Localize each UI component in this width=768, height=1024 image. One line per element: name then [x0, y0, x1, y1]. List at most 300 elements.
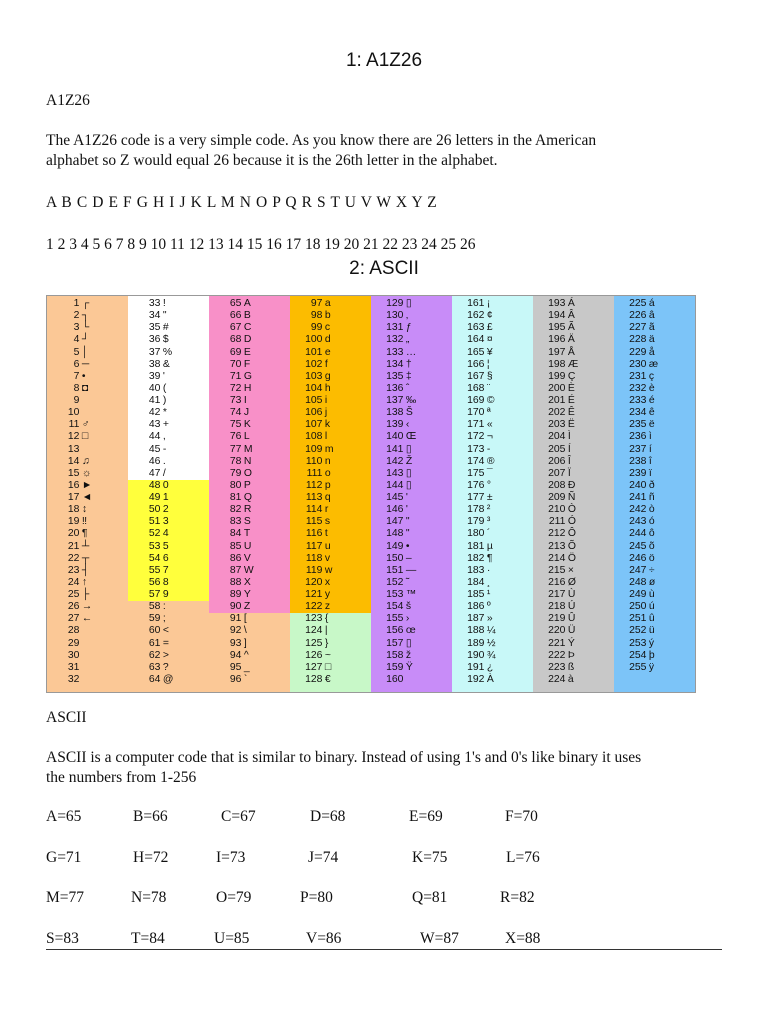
- ascii-table: [46, 295, 696, 693]
- ascii-cell: [614, 492, 695, 504]
- ascii-char: ³: [486, 516, 491, 528]
- ascii-code: 74: [229, 407, 242, 419]
- ascii-code: 157: [386, 637, 404, 649]
- ascii-code: 20: [67, 528, 80, 540]
- ascii-cell: [614, 359, 695, 371]
- ascii-code: 109: [305, 443, 323, 455]
- ascii-cell: [452, 613, 533, 625]
- ascii-cell: [128, 516, 209, 528]
- ascii-cell: [290, 359, 371, 371]
- ascii-cell: [533, 650, 614, 662]
- ascii-cell: [209, 359, 290, 371]
- ascii-code: 229: [629, 346, 647, 358]
- ascii-cell: [128, 444, 209, 456]
- ascii-cell: [533, 565, 614, 577]
- ascii-code: 115: [305, 516, 323, 528]
- ascii-cell: [128, 553, 209, 565]
- ascii-char: +: [162, 419, 169, 431]
- ascii-char: ▯: [405, 298, 412, 309]
- ascii-code: 66: [229, 310, 242, 322]
- ascii-cell: [533, 383, 614, 395]
- ascii-char: 9: [162, 589, 169, 600]
- ascii-code: 34: [148, 310, 161, 322]
- ascii-cell: [47, 395, 128, 407]
- ascii-code: 67: [229, 322, 242, 334]
- ascii-code: 127: [305, 661, 323, 673]
- ascii-cell: [533, 577, 614, 589]
- ascii-cell: [47, 310, 128, 322]
- ascii-cell: [47, 298, 128, 310]
- ascii-code: 160: [386, 673, 404, 685]
- ascii-char: ¬: [486, 431, 493, 443]
- ascii-code: 242: [629, 504, 647, 516]
- ascii-char: ž: [405, 649, 412, 661]
- ascii-cell: [128, 650, 209, 662]
- pair-u: U=85: [214, 930, 250, 947]
- ascii-column: [290, 296, 371, 692]
- ascii-code: 133: [386, 346, 404, 358]
- ascii-char: E: [243, 346, 251, 358]
- ascii-char: ▯: [405, 467, 412, 479]
- ascii-cell: [47, 674, 128, 686]
- ascii-cell: [290, 565, 371, 577]
- ascii-code: 37: [148, 346, 161, 358]
- ascii-cell: [452, 347, 533, 359]
- ascii-char: h: [324, 382, 331, 394]
- ascii-code: 89: [229, 589, 242, 600]
- ascii-cell: [452, 310, 533, 322]
- ascii-cell: [209, 468, 290, 480]
- ascii-char: w: [324, 564, 333, 576]
- ascii-code: 48: [148, 479, 161, 491]
- ascii-char: ┐: [81, 310, 90, 322]
- ascii-code: 5: [73, 346, 80, 358]
- ascii-char: v: [324, 552, 331, 564]
- ascii-cell: [290, 516, 371, 528]
- ascii-cell: [290, 322, 371, 334]
- ascii-char: o: [324, 467, 331, 479]
- ascii-char: M: [243, 443, 253, 455]
- ascii-cell: [452, 298, 533, 310]
- ascii-char: ': [405, 492, 408, 503]
- ascii-char: ♂: [81, 419, 90, 431]
- ascii-cell: [209, 371, 290, 383]
- ascii-column: [614, 296, 695, 692]
- ascii-cell: [371, 456, 452, 468]
- pair-t: T=84: [131, 930, 165, 947]
- ascii-char: □: [324, 661, 332, 673]
- ascii-cell: [614, 383, 695, 395]
- pair-b: B=66: [133, 808, 168, 825]
- ascii-char: ↑: [81, 576, 88, 588]
- ascii-cell: [452, 480, 533, 492]
- ascii-char: ‚: [405, 310, 409, 322]
- ascii-char: ±: [486, 492, 493, 503]
- ascii-code: 241: [629, 492, 647, 503]
- ascii-char: q: [324, 492, 331, 503]
- ascii-cell: [533, 310, 614, 322]
- ascii-code: 4: [73, 334, 80, 346]
- ascii-code: 50: [148, 504, 161, 516]
- ascii-code: 252: [629, 625, 647, 637]
- ascii-char: Î: [567, 455, 571, 467]
- ascii-cell: [209, 553, 290, 565]
- ascii-char: Ñ: [567, 492, 576, 503]
- ascii-code: 156: [386, 625, 404, 637]
- ascii-cell: [452, 577, 533, 589]
- ascii-cell: [371, 419, 452, 431]
- ascii-char: º: [486, 601, 491, 613]
- ascii-char: 8: [162, 576, 169, 588]
- ascii-cell: [452, 589, 533, 601]
- ascii-char: ┘: [81, 334, 90, 346]
- ascii-cell: [209, 528, 290, 540]
- ascii-cell: [452, 383, 533, 395]
- ascii-code: 87: [229, 564, 242, 576]
- ascii-cell: [47, 613, 128, 625]
- ascii-cell: [290, 431, 371, 443]
- ascii-char: ◘: [81, 382, 89, 394]
- ascii-code: 244: [629, 528, 647, 540]
- section1-paragraph-line2: alphabet so Z would equal 26 because it is the 26th letter in the alphabet.: [46, 152, 498, 169]
- ascii-cell: [452, 468, 533, 480]
- ascii-char: ©: [486, 395, 495, 406]
- ascii-char: Y: [243, 589, 251, 600]
- ascii-char: á: [648, 298, 655, 309]
- ascii-code: 233: [629, 395, 647, 406]
- ascii-cell: [209, 444, 290, 456]
- ascii-code: 166: [467, 358, 485, 370]
- ascii-char: .: [162, 455, 166, 467]
- ascii-cell: [533, 504, 614, 516]
- ascii-cell: [614, 468, 695, 480]
- ascii-cell: [452, 419, 533, 431]
- ascii-code: 130: [386, 310, 404, 322]
- ascii-char: ': [405, 504, 408, 516]
- ascii-char: n: [324, 455, 331, 467]
- ascii-cell: [47, 383, 128, 395]
- ascii-cell: [614, 613, 695, 625]
- ascii-code: 69: [229, 346, 242, 358]
- ascii-code: 26: [67, 601, 80, 613]
- ascii-cell: [614, 638, 695, 650]
- ascii-char: ½: [486, 637, 496, 649]
- ascii-cell: [614, 589, 695, 601]
- ascii-cell: [452, 492, 533, 504]
- ascii-cell: [290, 541, 371, 553]
- ascii-char: ¥: [486, 346, 493, 358]
- ascii-cell: [533, 541, 614, 553]
- ascii-code: 51: [148, 516, 161, 528]
- ascii-cell: [614, 504, 695, 516]
- ascii-char: k: [324, 419, 331, 431]
- ascii-cell: [533, 347, 614, 359]
- ascii-char: &: [162, 358, 170, 370]
- ascii-char: ▯: [405, 637, 412, 649]
- ascii-code: 56: [148, 576, 161, 588]
- ascii-code: 64: [148, 673, 161, 685]
- ascii-char: Ó: [567, 516, 576, 528]
- ascii-char: K: [243, 419, 251, 431]
- ascii-char: ë: [648, 419, 655, 431]
- ascii-char: Ø: [567, 576, 576, 588]
- ascii-code: 110: [305, 455, 323, 467]
- ascii-code: 232: [629, 382, 647, 394]
- ascii-code: 194: [548, 310, 566, 322]
- ascii-code: 249: [629, 589, 647, 600]
- ascii-code: 202: [548, 407, 566, 419]
- ascii-code: 196: [548, 334, 566, 346]
- ascii-code: 43: [148, 419, 161, 431]
- ascii-cell: [371, 298, 452, 310]
- ascii-char: ô: [648, 528, 655, 540]
- section1-subheading: A1Z26: [46, 92, 90, 109]
- ascii-code: 77: [229, 443, 242, 455]
- ascii-code: 131: [386, 322, 404, 334]
- ascii-char: G: [243, 370, 252, 382]
- ascii-char: ‼: [81, 516, 88, 528]
- ascii-code: 149: [386, 540, 404, 552]
- ascii-code: 189: [467, 637, 485, 649]
- ascii-char: š: [405, 601, 412, 613]
- ascii-cell: [128, 625, 209, 637]
- ascii-code: 247: [629, 564, 647, 576]
- ascii-cell: [128, 359, 209, 371]
- ascii-char: Ù: [567, 589, 576, 600]
- ascii-char: ¯: [486, 467, 493, 479]
- ascii-char: Æ: [567, 358, 579, 370]
- ascii-code: 75: [229, 419, 242, 431]
- ascii-cell: [371, 480, 452, 492]
- ascii-code: 57: [148, 589, 161, 600]
- ascii-char: °: [486, 479, 491, 491]
- ascii-char: È: [567, 382, 575, 394]
- ascii-cell: [371, 577, 452, 589]
- ascii-code: 121: [305, 589, 323, 600]
- ascii-cell: [209, 674, 290, 686]
- ascii-char: ♫: [81, 455, 90, 467]
- ascii-char: ¸: [486, 576, 491, 588]
- ascii-char: ®: [486, 455, 495, 467]
- ascii-cell: [209, 565, 290, 577]
- ascii-column: [209, 296, 290, 692]
- ascii-code: 117: [305, 540, 323, 552]
- ascii-code: 38: [148, 358, 161, 370]
- ascii-char: N: [243, 455, 252, 467]
- ascii-cell: [452, 638, 533, 650]
- ascii-char: ×: [567, 564, 574, 576]
- ascii-cell: [452, 650, 533, 662]
- ascii-char: ù: [648, 589, 655, 600]
- ascii-cell: [533, 359, 614, 371]
- pair-e: E=69: [409, 808, 443, 825]
- ascii-code: 137: [386, 395, 404, 406]
- ascii-code: 225: [629, 298, 647, 309]
- ascii-cell: [452, 407, 533, 419]
- ascii-char: =: [162, 637, 169, 649]
- ascii-cell: [209, 431, 290, 443]
- ascii-char: -: [486, 443, 491, 455]
- ascii-char: É: [567, 395, 575, 406]
- ascii-code: 138: [386, 407, 404, 419]
- ascii-cell: [371, 492, 452, 504]
- ascii-code: 79: [229, 467, 242, 479]
- ascii-char: *: [162, 407, 167, 419]
- ascii-code: 210: [548, 504, 566, 516]
- ascii-cell: [614, 298, 695, 310]
- ascii-cell: [47, 456, 128, 468]
- ascii-cell: [47, 371, 128, 383]
- ascii-char: 4: [162, 528, 169, 540]
- ascii-char: ¹: [486, 589, 491, 600]
- ascii-cell: [128, 674, 209, 686]
- ascii-code: 200: [548, 382, 566, 394]
- ascii-code: 82: [229, 504, 242, 516]
- ascii-cell: [614, 334, 695, 346]
- ascii-cell: [371, 565, 452, 577]
- ascii-cell: [371, 359, 452, 371]
- ascii-cell: [533, 492, 614, 504]
- ascii-char: f: [324, 358, 328, 370]
- ascii-cell: [533, 456, 614, 468]
- pair-d: D=68: [310, 808, 346, 825]
- ascii-code: 132: [386, 334, 404, 346]
- ascii-cell: [128, 334, 209, 346]
- ascii-code: 235: [629, 419, 647, 431]
- ascii-code: 60: [148, 625, 161, 637]
- ascii-cell: [614, 480, 695, 492]
- ascii-char: t: [324, 528, 328, 540]
- ascii-cell: [452, 359, 533, 371]
- ascii-cell: [614, 662, 695, 674]
- ascii-char: ]: [243, 637, 247, 649]
- ascii-code: 139: [386, 419, 404, 431]
- ascii-code: 94: [229, 649, 242, 661]
- ascii-code: 214: [548, 552, 566, 564]
- ascii-cell: [371, 395, 452, 407]
- ascii-code: 224: [548, 673, 566, 685]
- ascii-cell: [452, 528, 533, 540]
- ascii-char: ;: [162, 613, 166, 625]
- ascii-char: ↕: [81, 504, 88, 516]
- ascii-code: 206: [548, 455, 566, 467]
- ascii-cell: [533, 516, 614, 528]
- ascii-char: ·: [486, 564, 491, 576]
- ascii-cell: [371, 601, 452, 613]
- pair-h: H=72: [133, 849, 169, 866]
- ascii-code: 114: [305, 504, 323, 516]
- ascii-cell: [371, 662, 452, 674]
- ascii-cell: [209, 601, 290, 613]
- ascii-char: ┌: [81, 298, 90, 309]
- ascii-char: ò: [648, 504, 655, 516]
- ascii-cell: [290, 613, 371, 625]
- ascii-code: 39: [148, 370, 161, 382]
- ascii-column: [128, 296, 209, 692]
- ascii-code: 73: [229, 395, 242, 406]
- ascii-char: Ê: [567, 407, 575, 419]
- section2-subheading: ASCII: [46, 709, 87, 726]
- ascii-char: ý: [648, 637, 655, 649]
- ascii-cell: [614, 444, 695, 456]
- ascii-char: a: [324, 298, 331, 309]
- ascii-char: ¿: [486, 661, 494, 673]
- ascii-code: 72: [229, 382, 242, 394]
- ascii-code: 169: [467, 395, 485, 406]
- ascii-char: ¨: [486, 382, 491, 394]
- ascii-code: 91: [229, 613, 242, 625]
- ascii-char: ê: [648, 407, 655, 419]
- ascii-code: 253: [629, 637, 647, 649]
- ascii-code: 173: [467, 443, 485, 455]
- ascii-cell: [128, 492, 209, 504]
- ascii-cell: [47, 480, 128, 492]
- ascii-code: 143: [386, 467, 404, 479]
- ascii-char: ¤: [486, 334, 493, 346]
- ascii-code: 55: [148, 564, 161, 576]
- ascii-char: õ: [648, 540, 655, 552]
- ascii-code: 25: [67, 589, 80, 600]
- ascii-char: ‹: [405, 419, 410, 431]
- ascii-code: 243: [629, 516, 647, 528]
- ascii-char: @: [162, 673, 174, 685]
- pair-j: J=74: [308, 849, 339, 866]
- ascii-char: >: [162, 649, 169, 661]
- ascii-char: -: [162, 443, 167, 455]
- ascii-code: 12: [67, 431, 80, 443]
- ascii-code: 27: [67, 613, 80, 625]
- ascii-code: 8: [73, 382, 80, 394]
- ascii-code: 103: [305, 370, 323, 382]
- ascii-cell: [371, 589, 452, 601]
- section1-paragraph-line1: The A1Z26 code is a very simple code. As you know there are 26 letters in the American: [46, 132, 597, 149]
- ascii-cell: [452, 371, 533, 383]
- ascii-cell: [47, 589, 128, 601]
- ascii-code: 97: [310, 298, 323, 309]
- ascii-code: 220: [548, 625, 566, 637]
- ascii-cell: [290, 395, 371, 407]
- ascii-cell: [47, 359, 128, 371]
- ascii-char: z: [324, 601, 331, 613]
- ascii-char: [: [243, 613, 247, 625]
- ascii-char: •: [405, 540, 410, 552]
- ascii-code: 238: [629, 455, 647, 467]
- ascii-char: Ü: [567, 625, 576, 637]
- ascii-code: 96: [229, 673, 242, 685]
- ascii-code: 128: [305, 673, 323, 685]
- ascii-cell: [128, 565, 209, 577]
- ascii-char: $: [162, 334, 169, 346]
- ascii-char: î: [648, 455, 652, 467]
- ascii-cell: [290, 298, 371, 310]
- ascii-cell: [452, 662, 533, 674]
- ascii-char: Ý: [567, 637, 575, 649]
- ascii-char: }: [324, 637, 329, 649]
- ascii-char: æ: [648, 358, 659, 370]
- ascii-code: 78: [229, 455, 242, 467]
- ascii-cell: [209, 650, 290, 662]
- ascii-cell: [47, 322, 128, 334]
- ascii-char: m: [324, 443, 334, 455]
- ascii-cell: [209, 310, 290, 322]
- ascii-code: 90: [229, 601, 242, 613]
- ascii-code: 118: [305, 552, 323, 564]
- ascii-code: 54: [148, 552, 161, 564]
- ascii-cell: [209, 662, 290, 674]
- ascii-code: 236: [629, 431, 647, 443]
- ascii-cell: [47, 444, 128, 456]
- ascii-char: `: [243, 673, 248, 685]
